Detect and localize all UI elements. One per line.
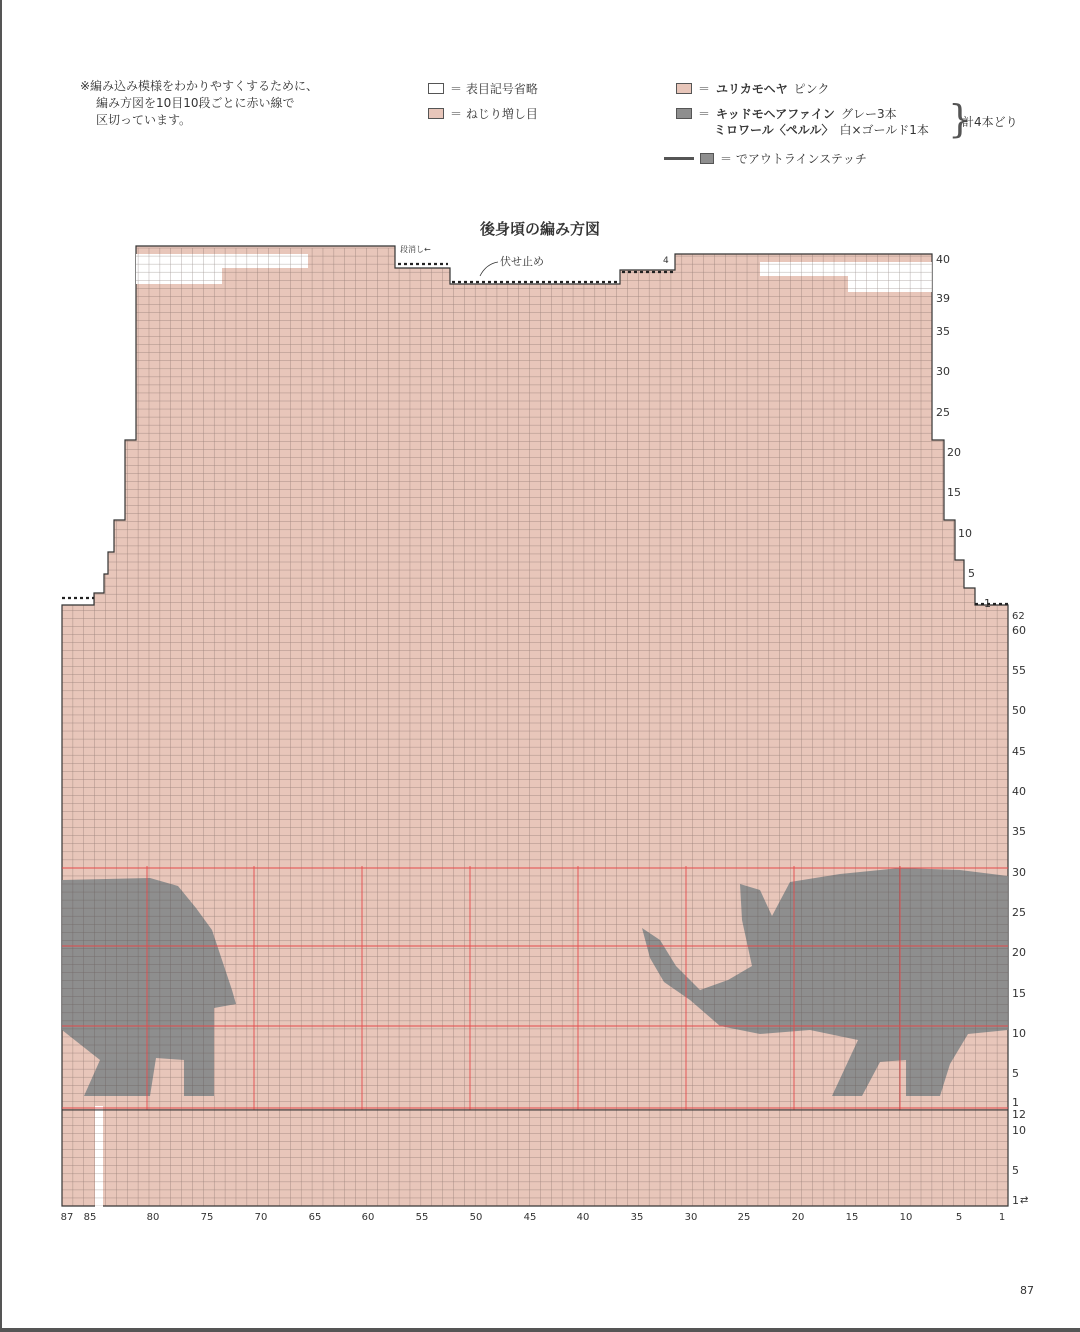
body-row-10: 10: [1012, 1027, 1026, 1040]
legend-twist-text: ＝ ねじり増し目: [450, 107, 538, 121]
short-row-label: 段消し←: [400, 245, 431, 254]
bind-off-label: 伏せ止め: [500, 255, 544, 268]
body-row-50: 50: [1012, 704, 1026, 717]
bottom-tick-10: 10: [899, 1212, 913, 1223]
body-row-45: 45: [1012, 745, 1026, 758]
rib-row-10: 10: [1012, 1124, 1026, 1137]
legend-omitted-text: ＝ 表目記号省略: [450, 82, 538, 96]
bottom-tick-20: 20: [791, 1212, 805, 1223]
yoke-row-40: 40: [936, 253, 950, 266]
bottom-tick-25: 25: [737, 1212, 751, 1223]
body-row-1: 1: [1012, 1096, 1019, 1109]
rib-edge-stripe: [95, 1106, 103, 1208]
body-row-62: 62: [1012, 611, 1025, 622]
note-line-1: ※編み込み模様をわかりやすくするために、: [80, 79, 319, 93]
bottom-tick-80: 80: [146, 1212, 160, 1223]
bottom-tick-85: 85: [83, 1212, 97, 1223]
legend-gray-name2: ミロワール〈ペルル〉: [714, 123, 834, 137]
yoke-row-20: 20: [947, 446, 961, 459]
note-line-2: 編み方図を10目10段ごとに赤い線で: [96, 96, 295, 110]
yoke-row-39: 39: [936, 292, 950, 305]
body-row-30: 30: [1012, 866, 1026, 879]
body-row-25: 25: [1012, 906, 1026, 919]
legend-gray-detail2: 白×ゴールド1本: [839, 123, 929, 137]
legend-total-text: 計4本どり: [962, 115, 1018, 129]
body-row-55: 55: [1012, 664, 1026, 677]
body-row-40: 40: [1012, 785, 1026, 798]
note-line-3: 区切っています。: [96, 113, 192, 127]
yoke-row-1: 1: [984, 597, 991, 610]
legend-pink-prefix: ＝: [698, 82, 711, 96]
page-number: 87: [1020, 1284, 1034, 1297]
brace-icon: }: [948, 97, 973, 141]
yoke-row-15: 15: [947, 486, 961, 499]
bottom-tick-55: 55: [415, 1212, 429, 1223]
bottom-tick-45: 45: [523, 1212, 537, 1223]
legend-pink-color: ピンク: [793, 82, 830, 96]
bottom-tick-87: 87: [60, 1212, 74, 1223]
body-row-35: 35: [1012, 825, 1026, 838]
legend-outline-text: ＝ でアウトラインステッチ: [720, 152, 867, 166]
legend-gray-prefix: ＝: [698, 107, 711, 121]
yoke-row-10: 10: [958, 527, 972, 540]
bottom-tick-75: 75: [200, 1212, 214, 1223]
body-row-20: 20: [1012, 946, 1026, 959]
bottom-tick-60: 60: [361, 1212, 375, 1223]
chart-title-text: 後身頃の編み方図: [479, 220, 600, 238]
yoke-row-35: 35: [936, 325, 950, 338]
body-row-60: 60: [1012, 624, 1026, 637]
bottom-tick-40: 40: [576, 1212, 590, 1223]
bind-off-leader: [480, 262, 498, 276]
shoulder-4-label: 4: [663, 256, 669, 266]
rib-row-5: 5: [1012, 1164, 1019, 1177]
rib-row-1: 1: [1012, 1194, 1019, 1207]
legend-pink-name: ユリカモヘヤ: [716, 82, 788, 96]
shoulder-right-gap2: [848, 276, 932, 292]
bottom-tick-65: 65: [308, 1212, 322, 1223]
bottom-tick-70: 70: [254, 1212, 268, 1223]
body-row-15: 15: [1012, 987, 1026, 1000]
bottom-tick-1: 1: [998, 1212, 1006, 1223]
bottom-tick-15: 15: [845, 1212, 859, 1223]
body-row-5: 5: [1012, 1067, 1019, 1080]
rib-direction-arrow: ⇄: [1020, 1195, 1029, 1206]
bottom-tick-50: 50: [469, 1212, 483, 1223]
rib-row-12: 12: [1012, 1108, 1026, 1121]
legend-gray-name1: キッドモヘアファイン: [716, 107, 835, 121]
bottom-tick-30: 30: [684, 1212, 698, 1223]
yoke-row-30: 30: [936, 365, 950, 378]
bottom-tick-35: 35: [630, 1212, 644, 1223]
yoke-row-25: 25: [936, 406, 950, 419]
yoke-row-5: 5: [968, 567, 975, 580]
bottom-tick-5: 5: [955, 1212, 963, 1223]
legend-gray-detail1: グレー3本: [840, 107, 897, 121]
